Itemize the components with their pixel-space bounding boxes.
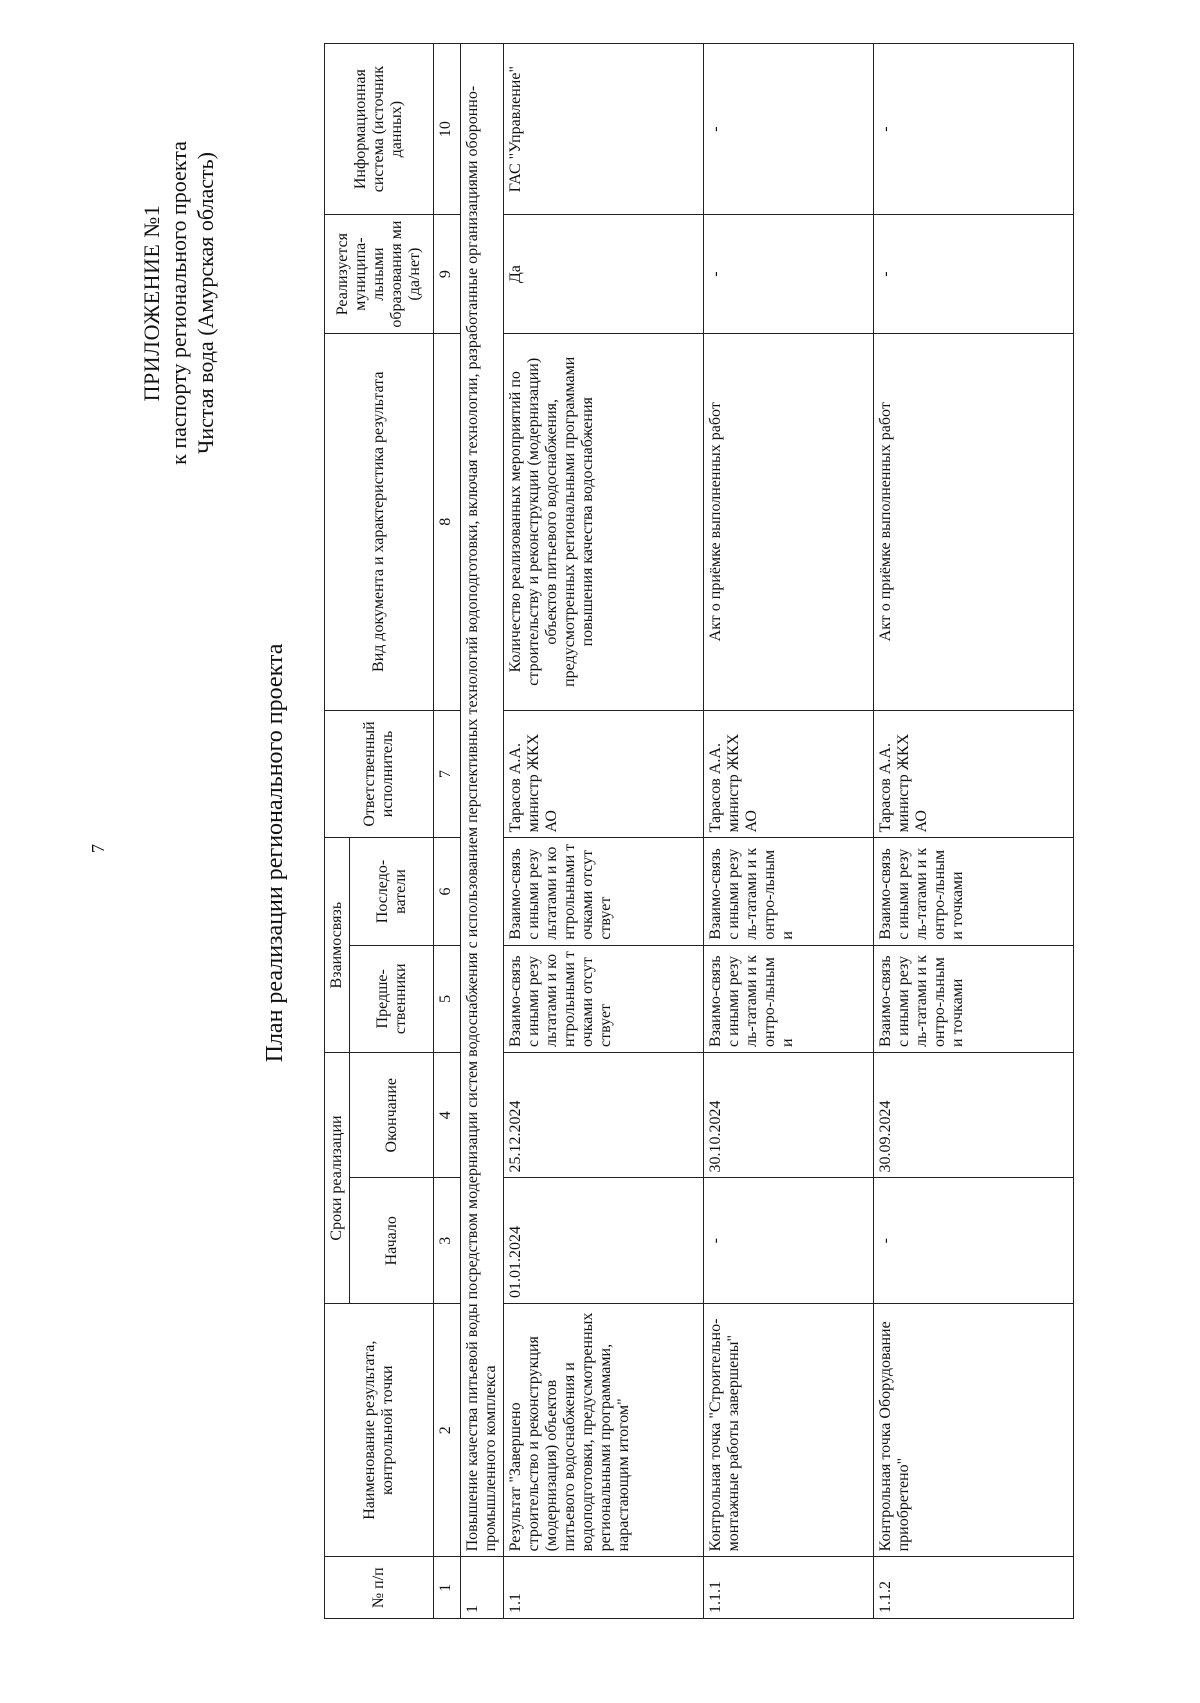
row-start: - — [874, 1178, 1074, 1304]
section-row — [461, 44, 504, 1619]
row-municipal: - — [874, 215, 1074, 334]
header-start: Начало — [350, 1178, 434, 1304]
header-responsible: Ответственный исполнитель — [325, 710, 434, 838]
row-start: 01.01.2024 — [504, 1178, 704, 1304]
column-number: 2 — [434, 1304, 461, 1557]
header-municipal: Реализуется муниципа-льными образования ми (да/нет) — [325, 215, 434, 334]
column-number: 1 — [434, 1557, 461, 1619]
appendix-line-2: к паспорту регионального проекта — [166, 141, 191, 465]
row-info-system: ГАС "Управление" — [504, 44, 704, 215]
header-row-1 — [325, 44, 350, 1619]
document-page — [30, 23, 1190, 1683]
column-number: 10 — [434, 44, 461, 215]
row-num: 1.1.2 — [874, 1557, 1074, 1619]
section-title: Повышение качества питьевой воды посредством модернизации систем водоснабжения с использованием перспективных технологий водоподготовки, включая технологии, разработанные организациями оборонно-промышленного комплекса — [461, 44, 504, 1557]
row-responsible: Тарасов А.А. министр ЖКХ АО — [704, 710, 874, 838]
appendix-line-3: Чистая вода (Амурская область) — [193, 152, 218, 454]
header-end: Окончание — [350, 1052, 434, 1178]
header-num: № п/п — [325, 1557, 434, 1619]
header-info-system: Информационная система (источник данных) — [325, 44, 434, 215]
row-successors: Взаимо-связь с иными резуль-татами и контро-льными — [704, 838, 874, 945]
implementation-plan-table — [324, 43, 1074, 1619]
row-start: - — [704, 1178, 874, 1304]
row-document: Акт о приёмке выполненных работ — [704, 333, 874, 710]
page-number: 7 — [88, 844, 108, 853]
section-num: 1 — [461, 1557, 504, 1619]
header-name: Наименование результата, контрольной точки — [325, 1304, 434, 1557]
row-end: 25.12.2024 — [504, 1052, 704, 1178]
row-name: Результат "Завершено строительство и реконструкция (модернизация) объектов питьевого водоснабжения и водоподготовки, предусмотренных региональными программами, нарастающим итогом" — [504, 1304, 704, 1557]
plan-title: План реализации регионального проекта — [262, 643, 288, 1063]
row-name: Контрольная точка "Строительно-монтажные работы завершены" — [704, 1304, 874, 1557]
row-successors: Взаимо-связь с иными резуль-татами и контро-льными точками — [874, 838, 1074, 945]
header-successors: Последо-ватели — [350, 838, 434, 945]
column-number: 3 — [434, 1178, 461, 1304]
header-predecessors: Предше-ственники — [350, 945, 434, 1052]
row-responsible: Тарасов А.А. министр ЖКХ АО — [504, 710, 704, 838]
row-name: Контрольная точка Оборудование приобретено" — [874, 1304, 1074, 1557]
column-number: 8 — [434, 333, 461, 710]
row-responsible: Тарасов А.А. министр ЖКХ АО — [874, 710, 1074, 838]
column-number: 5 — [434, 945, 461, 1052]
column-number: 6 — [434, 838, 461, 945]
row-info-system: - — [874, 44, 1074, 215]
row-document: Количество реализованных мероприятий по строительству и реконструкции (модернизации) объектов питьевого водоснабжения, предусмотренных региональными программами повышения качества водоснабжения — [504, 333, 704, 710]
table-row — [874, 44, 1074, 1619]
row-num: 1.1.1 — [704, 1557, 874, 1619]
column-number-row — [434, 44, 461, 1619]
row-municipal: Да — [504, 215, 704, 334]
appendix-header — [138, 43, 219, 563]
column-number: 4 — [434, 1052, 461, 1178]
row-end: 30.09.2024 — [874, 1052, 1074, 1178]
appendix-title: ПРИЛОЖЕНИЕ №1 — [139, 204, 164, 402]
row-predecessors: Взаимо-связь с иными резуль-татами и контро-льными — [704, 945, 874, 1052]
column-number: 7 — [434, 710, 461, 838]
table-row — [504, 44, 704, 1619]
table-row — [704, 44, 874, 1619]
row-end: 30.10.2024 — [704, 1052, 874, 1178]
row-predecessors: Взаимо-связь с иными результатами и контрольными точками отсутствует — [504, 945, 704, 1052]
row-municipal: - — [704, 215, 874, 334]
column-number: 9 — [434, 215, 461, 334]
row-document: Акт о приёмке выполненных работ — [874, 333, 1074, 710]
row-predecessors: Взаимо-связь с иными резуль-татами и контро-льными точками — [874, 945, 1074, 1052]
header-relation: Взаимосвязь — [325, 838, 350, 1053]
row-info-system: - — [704, 44, 874, 215]
row-num: 1.1 — [504, 1557, 704, 1619]
header-terms: Сроки реализации — [325, 1052, 350, 1303]
header-document: Вид документа и характеристика результата — [325, 333, 434, 710]
row-successors: Взаимо-связь с иными результатами и контрольными точками отсутствует — [504, 838, 704, 945]
